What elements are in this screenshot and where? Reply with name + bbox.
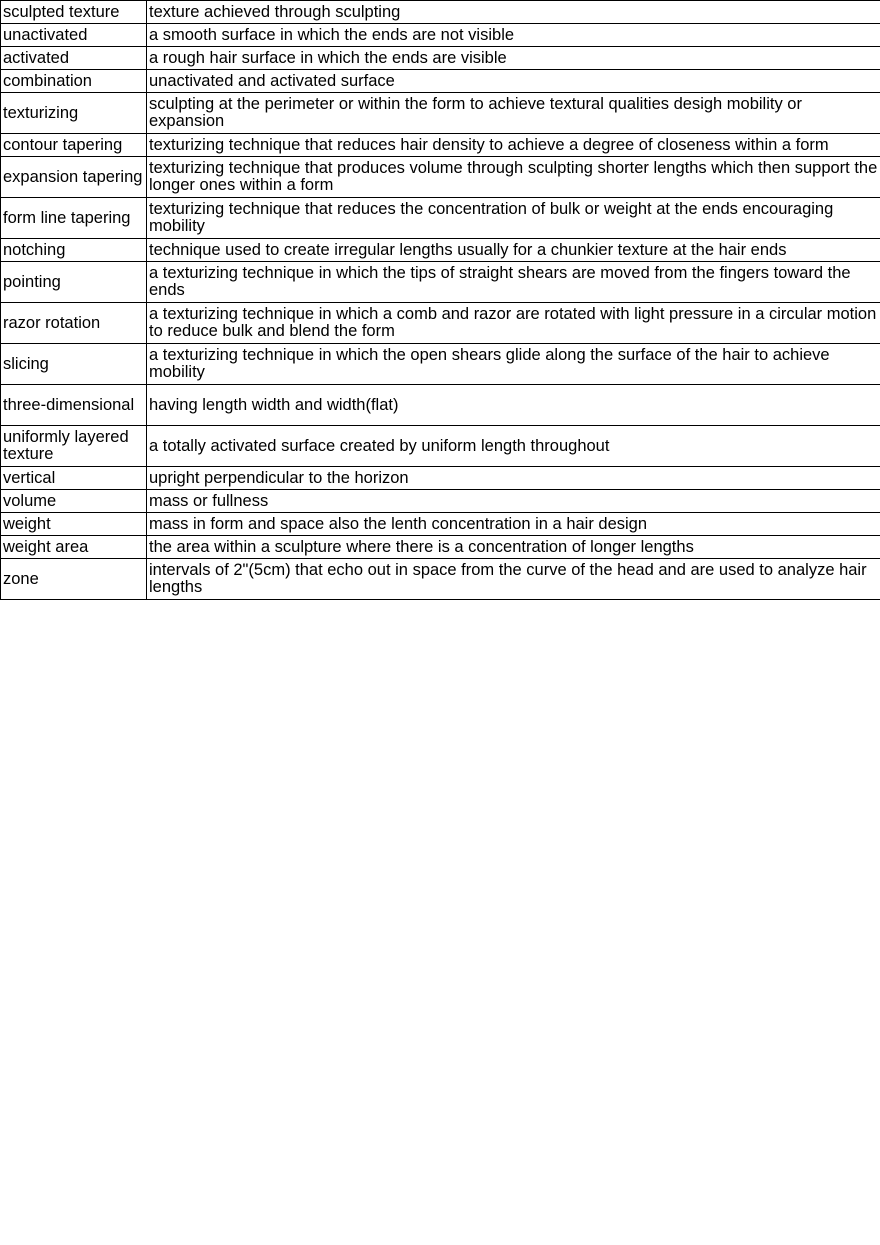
definition-cell: sculpting at the perimeter or within the form to achieve textural qualities desigh mobility or expansion <box>147 93 880 134</box>
term-cell: combination <box>1 70 147 93</box>
table-row <box>1 47 880 70</box>
term-cell: volume <box>1 490 147 513</box>
definition-cell: the area within a sculpture where there is a concentration of longer lengths <box>147 536 880 559</box>
table-row <box>1 24 880 47</box>
definition-cell: mass or fullness <box>147 490 880 513</box>
definition-cell: a texturizing technique in which a comb and razor are rotated with light pressure in a circular motion to reduce bulk and blend the form <box>147 303 880 344</box>
term-cell: notching <box>1 239 147 262</box>
table-row <box>1 490 880 513</box>
term-cell: contour tapering <box>1 134 147 157</box>
table-row <box>1 70 880 93</box>
term-cell: vertical <box>1 467 147 490</box>
term-cell: expansion tapering <box>1 157 147 198</box>
table-row <box>1 157 880 198</box>
definition-cell: a rough hair surface in which the ends are visible <box>147 47 880 70</box>
table-row <box>1 513 880 536</box>
definition-cell: texture achieved through sculpting <box>147 1 880 24</box>
term-cell: form line tapering <box>1 198 147 239</box>
definition-cell: texturizing technique that produces volume through sculpting shorter lengths which then support the longer ones within a form <box>147 157 880 198</box>
term-cell: texturizing <box>1 93 147 134</box>
term-cell: slicing <box>1 344 147 385</box>
definition-cell: technique used to create irregular lengths usually for a chunkier texture at the hair ends <box>147 239 880 262</box>
table-row <box>1 303 880 344</box>
term-cell: weight <box>1 513 147 536</box>
definition-cell: a smooth surface in which the ends are not visible <box>147 24 880 47</box>
table-row <box>1 93 880 134</box>
definition-cell: a totally activated surface created by uniform length throughout <box>147 426 880 467</box>
definition-cell: a texturizing technique in which the open shears glide along the surface of the hair to achieve mobility <box>147 344 880 385</box>
term-cell: unactivated <box>1 24 147 47</box>
term-cell: activated <box>1 47 147 70</box>
table-row <box>1 262 880 303</box>
table-row <box>1 426 880 467</box>
glossary-table <box>0 0 880 600</box>
term-cell: pointing <box>1 262 147 303</box>
table-row <box>1 239 880 262</box>
table-row <box>1 344 880 385</box>
table-row <box>1 385 880 426</box>
table-row <box>1 1 880 24</box>
definition-cell: upright perpendicular to the horizon <box>147 467 880 490</box>
table-row <box>1 198 880 239</box>
definition-cell: a texturizing technique in which the tips of straight shears are moved from the fingers toward the ends <box>147 262 880 303</box>
term-cell: razor rotation <box>1 303 147 344</box>
definition-cell: intervals of 2"(5cm) that echo out in space from the curve of the head and are used to analyze hair lengths <box>147 559 880 600</box>
term-cell: zone <box>1 559 147 600</box>
definition-cell: unactivated and activated surface <box>147 70 880 93</box>
term-cell: uniformly layered texture <box>1 426 147 467</box>
term-cell: three-dimensional <box>1 385 147 426</box>
term-cell: weight area <box>1 536 147 559</box>
definition-cell: texturizing technique that reduces the concentration of bulk or weight at the ends encouraging mobility <box>147 198 880 239</box>
table-row <box>1 467 880 490</box>
definition-cell: mass in form and space also the lenth concentration in a hair design <box>147 513 880 536</box>
term-cell: sculpted texture <box>1 1 147 24</box>
definition-cell: texturizing technique that reduces hair density to achieve a degree of closeness within a form <box>147 134 880 157</box>
table-row <box>1 559 880 600</box>
table-row <box>1 536 880 559</box>
table-row <box>1 134 880 157</box>
definition-cell: having length width and width(flat) <box>147 385 880 426</box>
